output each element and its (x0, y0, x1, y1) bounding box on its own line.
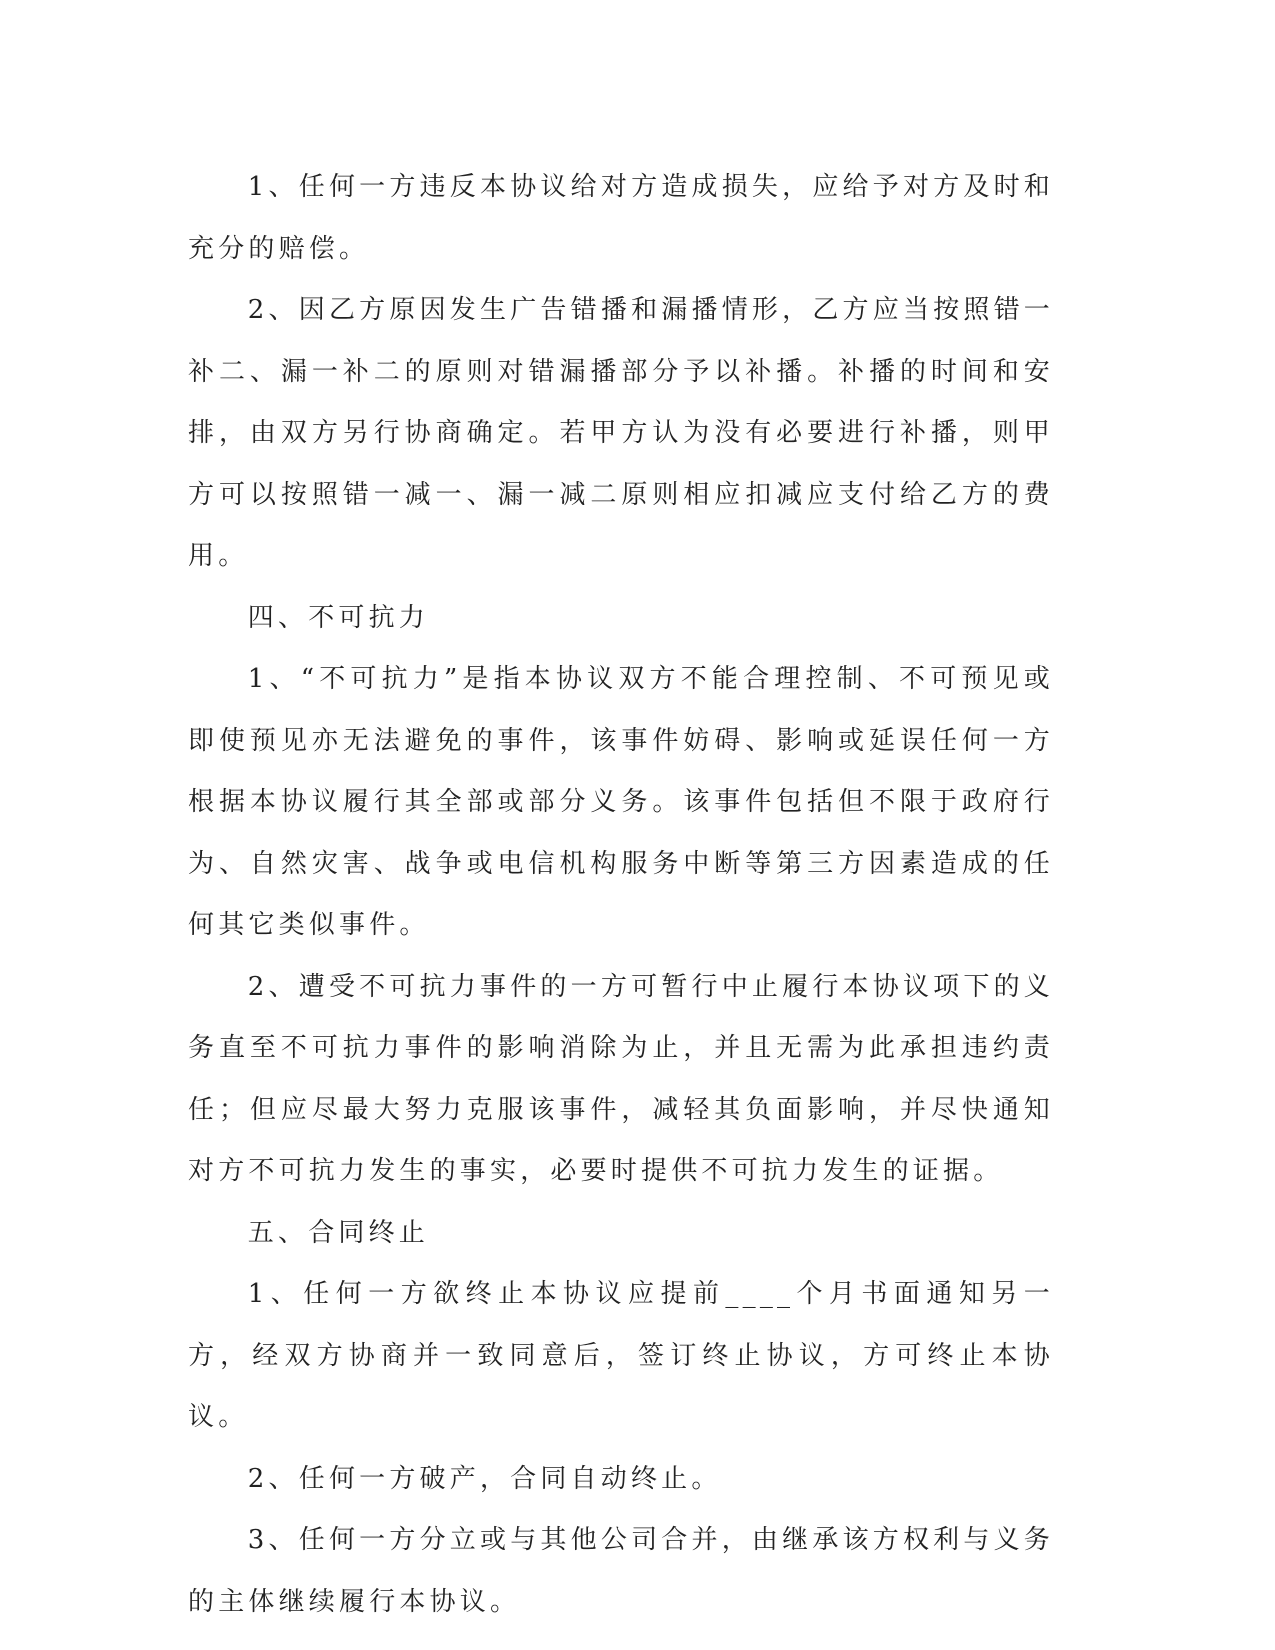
clause-3-1-paragraph: 1、任何一方违反本协议给对方造成损失，应给予对方及时和充分的赔偿。 (188, 172, 1054, 264)
document-body (188, 157, 1054, 1633)
section-heading-termination: 五、合同终止 (247, 1217, 429, 1248)
clause-4-2-paragraph: 2、遭受不可抗力事件的一方可暂行中止履行本协议项下的义务直至不可抗力事件的影响消除为止，并且无需为此承担违约责任；但应尽最大努力克服该事件，减轻其负面影响，并尽快通知对方不可抗力发生的事实，必要时提供不可抗力发生的证据。 (188, 971, 1054, 1186)
clause-5-2-paragraph: 2、任何一方破产，合同自动终止。 (247, 1463, 722, 1494)
clause-5-1-paragraph: 1、任何一方欲终止本协议应提前____个月书面通知另一方，经双方协商并一致同意后，签订终止协议，方可终止本协议。 (188, 1279, 1054, 1432)
clause-4-1-paragraph: 1、“不可抗力”是指本协议双方不能合理控制、不可预见或即使预见亦无法避免的事件，该事件妨碍、影响或延误任何一方根据本协议履行其全部或部分义务。该事件包括但不限于政府行为、自然灾害、战争或电信机构服务中断等第三方因素造成的任何其它类似事件。 (188, 664, 1054, 940)
section-heading-force-majeure: 四、不可抗力 (247, 602, 429, 633)
clause-5-3-paragraph: 3、任何一方分立或与其他公司合并，由继承该方权利与义务的主体继续履行本协议。 (188, 1525, 1054, 1617)
clause-3-2-paragraph: 2、因乙方原因发生广告错播和漏播情形，乙方应当按照错一补二、漏一补二的原则对错漏播部分予以补播。补播的时间和安排，由双方另行协商确定。若甲方认为没有必要进行补播，则甲方可以按照错一减一、漏一减二原则相应扣减应支付给乙方的费用。 (188, 295, 1054, 571)
